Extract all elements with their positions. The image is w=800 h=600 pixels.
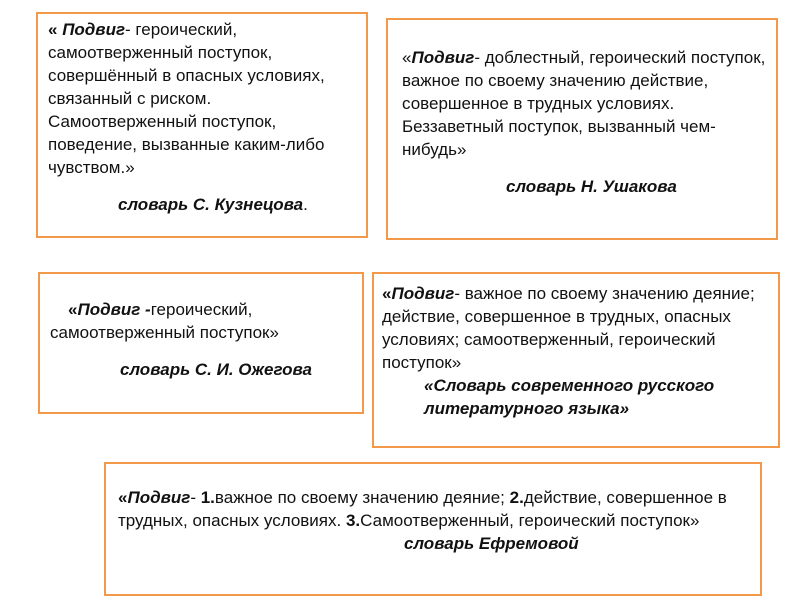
definition-card-kuznetsov	[36, 12, 368, 238]
dictionary-source: словарь Ефремовой	[404, 534, 579, 553]
sense-text-3: Самоотверженный, героический поступок»	[360, 511, 700, 530]
term: Подвиг	[411, 48, 475, 67]
definition-dash: -	[190, 488, 201, 507]
definition-text: героический, самоотверженный поступок»	[50, 300, 279, 342]
term: Подвиг -	[77, 300, 151, 319]
open-quote: «	[382, 284, 392, 303]
definition-text: - доблестный, героический поступок, важное по своему значению действие, совершенное в трудных условиях. Беззаветный поступок, вызванный чем-нибудь»	[402, 48, 766, 159]
sense-number-2: 2.	[509, 488, 524, 507]
definition-card-modern-dictionary	[372, 272, 780, 448]
sense-number-1: 1.	[200, 488, 215, 507]
source-period: .	[303, 195, 308, 214]
term: Подвиг	[391, 284, 455, 303]
dictionary-source: словарь Н. Ушакова	[506, 177, 677, 196]
definition-text: - героический, самоотверженный поступок, совершённый в опасных условиях, связанный с риском. Самоотверженный поступок, поведение, вызванные каким-либо чувством.»	[48, 20, 325, 177]
dictionary-source: «Словарь современного русского литературного языка»	[424, 376, 715, 418]
sense-number-3: 3.	[345, 511, 361, 530]
term: Подвиг	[127, 488, 191, 507]
definition-card-ushakov	[386, 18, 778, 240]
dictionary-source: словарь С. И. Ожегова	[120, 360, 313, 379]
sense-text-2: действие, совершенное в трудных, опасных условиях.	[118, 488, 727, 530]
open-quote: «	[402, 48, 412, 67]
open-quote: «	[118, 488, 128, 507]
open-quote: «	[48, 20, 63, 39]
definition-text: - важное по своему значению деяние; действие, совершенное в трудных, опасных условиях; самоотверженный, героический поступок»	[382, 284, 755, 372]
open-quote: «	[68, 300, 78, 319]
definition-card-efremova	[104, 462, 762, 596]
sense-text-1: важное по своему значению деяние;	[214, 488, 510, 507]
definition-card-ozhegov	[38, 272, 364, 414]
dictionary-source: словарь С. Кузнецова.	[118, 195, 308, 214]
term: Подвиг	[62, 20, 126, 39]
